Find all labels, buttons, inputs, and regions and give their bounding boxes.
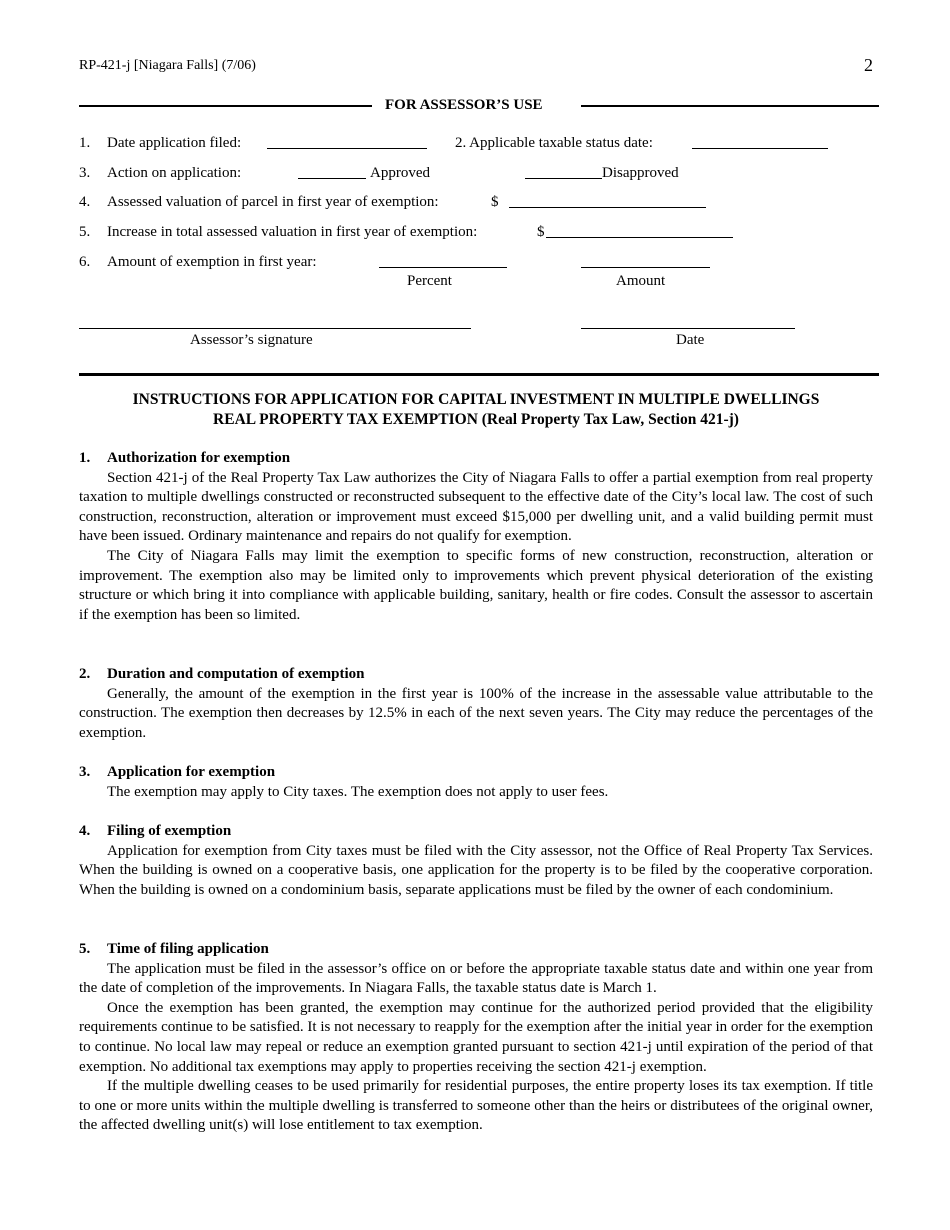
- header-rule-right: [581, 105, 879, 107]
- section-paragraph: Application for exemption from City taxes must be filed with the City assessor, not the Office of Real Property Tax Services. When the building is owned on a cooperative basis, one application for the property is to be filed by the cooperative corporation. When the building is owned on a condominium basis, separate applications must be filed by the owner of each condominium.: [79, 842, 873, 898]
- approved-label: Approved: [370, 165, 430, 181]
- percent-field[interactable]: [379, 253, 507, 268]
- item-number: 3.: [79, 165, 91, 181]
- percent-caption: Percent: [407, 273, 452, 289]
- section-title: Time of filing application: [107, 941, 269, 957]
- signature-date-field[interactable]: [581, 314, 795, 329]
- disapproved-label: Disapproved: [602, 165, 679, 181]
- taxable-status-date-label: 2. Applicable taxable status date:: [455, 135, 653, 151]
- increase-valuation-label: Increase in total assessed valuation in first year of exemption:: [107, 224, 478, 240]
- page-number: 2: [864, 55, 873, 75]
- section-title: Duration and computation of exemption: [107, 666, 365, 682]
- form-id: RP-421-j [Niagara Falls] (7/06): [79, 58, 256, 73]
- item-number: 1.: [79, 135, 91, 151]
- action-label: Action on application:: [107, 165, 242, 181]
- section-title: Authorization for exemption: [107, 450, 291, 466]
- amount-field[interactable]: [581, 253, 710, 268]
- currency-sign: $: [537, 224, 545, 240]
- section-heading: [79, 940, 873, 960]
- amount-caption: Amount: [616, 273, 666, 289]
- instructions-title: [79, 390, 873, 430]
- exemption-amount-label: Amount of exemption in first year:: [107, 254, 317, 270]
- assessor-signature-field[interactable]: [79, 314, 471, 329]
- section-heading: [79, 665, 873, 685]
- instructions-title-line1: INSTRUCTIONS FOR APPLICATION FOR CAPITAL INVESTMENT IN MULTIPLE DWELLINGS: [132, 391, 820, 408]
- instruction-section-5: [79, 940, 873, 1136]
- section-number: 3.: [79, 764, 91, 780]
- assessed-valuation-label: Assessed valuation of parcel in first year of exemption:: [107, 194, 439, 210]
- date-caption: Date: [676, 332, 705, 348]
- taxable-status-date-field[interactable]: [692, 134, 828, 149]
- section-heading: [79, 763, 873, 783]
- section-heading: [79, 822, 873, 842]
- currency-sign: $: [491, 194, 499, 210]
- section-divider: [79, 373, 879, 376]
- section-paragraph: Once the exemption has been granted, the exemption may continue for the authorized period provided that the eligibility requirements continue to be satisfied. It is not necessary to reapply for the exemption after the initial year in order for the exemption to continue. No local law may repeal or reduce an exemption granted pursuant to section 421-j until expiration of the period of that exemption. No additional tax exemptions may apply to properties receiving the section 421-j exemption.: [79, 999, 873, 1075]
- section-paragraph: The application must be filed in the assessor’s office on or before the appropriate taxable status date and within one year from the date of completion of the improvements. In Niagara Falls, the taxable status date is March 1.: [79, 960, 873, 997]
- instruction-section-1: [79, 449, 873, 625]
- instruction-section-3: [79, 763, 873, 802]
- section-number: 2.: [79, 666, 91, 682]
- signature-caption: Assessor’s signature: [190, 332, 313, 348]
- assessor-use-header: [79, 96, 879, 116]
- item-number: 6.: [79, 254, 91, 270]
- section-paragraph: The exemption may apply to City taxes. The exemption does not apply to user fees.: [107, 783, 609, 800]
- section-heading: [79, 449, 873, 469]
- section-title: Filing of exemption: [107, 823, 232, 839]
- disapproved-field[interactable]: [525, 164, 602, 179]
- instruction-section-4: [79, 822, 873, 900]
- item-number: 4.: [79, 194, 91, 210]
- section-paragraph: The City of Niagara Falls may limit the exemption to specific forms of new construction, reconstruction, alteration or improvement. The exemption also may be limited only to improvements which prevent physical deterioration of the existing structure or which bring it into compliance with applicable building, sanitary, health or fire codes. Consult the assessor to ascertain if the exemption has been so limited.: [79, 547, 873, 623]
- section-paragraph: Section 421-j of the Real Property Tax Law authorizes the City of Niagara Falls to offer a partial exemption from real property taxation to multiple dwellings constructed or reconstructed subsequent to the effective date of the City’s local law. The cost of such construction, reconstruction, alteration or improvement must exceed $15,000 per dwelling unit, and a valid building permit must have been issued. Ordinary maintenance and repairs do not qualify for exemption.: [79, 469, 873, 545]
- section-number: 5.: [79, 941, 91, 957]
- section-title: Application for exemption: [107, 764, 276, 780]
- instruction-section-2: [79, 665, 873, 743]
- assessor-use-title: FOR ASSESSOR’S USE: [385, 97, 543, 113]
- assessed-valuation-field[interactable]: [509, 193, 706, 208]
- section-number: 4.: [79, 823, 91, 839]
- section-paragraph: If the multiple dwelling ceases to be used primarily for residential purposes, the entire property loses its tax exemption. If title to one or more units within the multiple dwelling is transferred to someone other than the heirs or distributees of the original owner, the affected dwelling unit(s) will lose entitlement to tax exemption.: [79, 1078, 873, 1134]
- section-number: 1.: [79, 450, 91, 466]
- instructions-title-line2: REAL PROPERTY TAX EXEMPTION (Real Property Tax Law, Section 421-j): [213, 411, 739, 428]
- header-rule-left: [79, 105, 372, 107]
- item-number: 5.: [79, 224, 91, 240]
- date-filed-field[interactable]: [267, 134, 427, 149]
- section-paragraph: Generally, the amount of the exemption in the first year is 100% of the increase in the assessable value attributable to the construction. The exemption then decreases by 12.5% in each of the next seven years. The City may reduce the percentages of the exemption.: [79, 685, 873, 741]
- increase-valuation-field[interactable]: [546, 223, 733, 238]
- approved-field[interactable]: [298, 164, 366, 179]
- date-filed-label: Date application filed:: [107, 135, 242, 151]
